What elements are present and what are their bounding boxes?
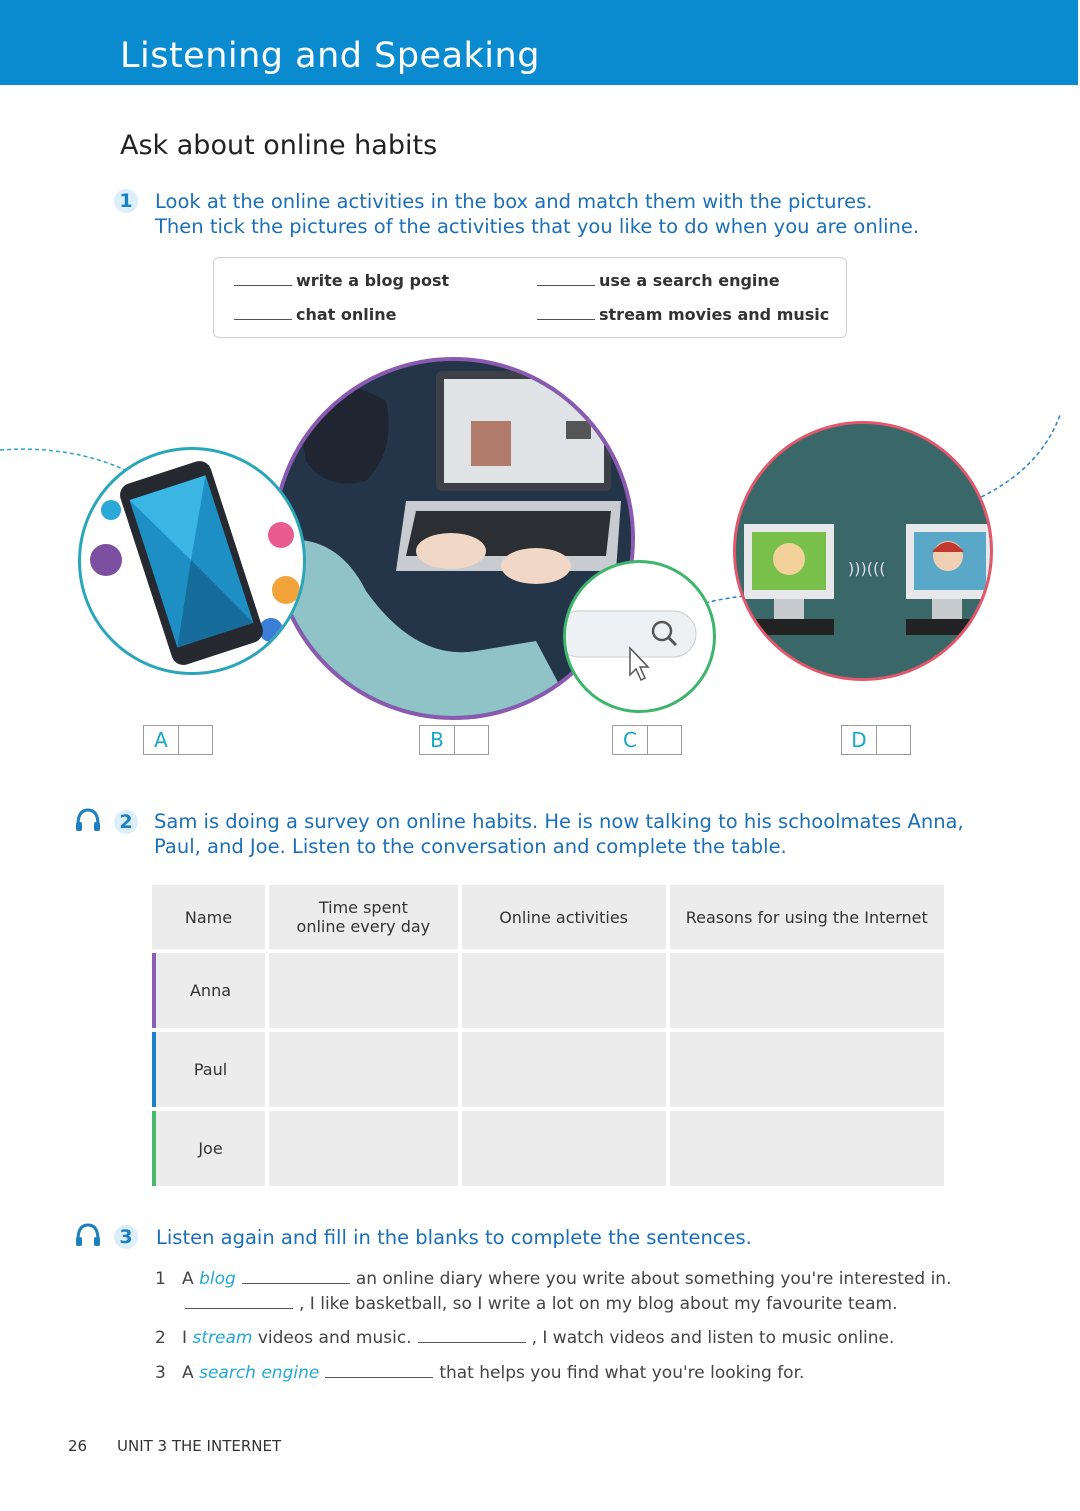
header-banner <box>0 0 1078 85</box>
exercise-3-instruction: Listen again and fill in the blanks to complete the sentences. <box>156 1226 752 1249</box>
sentence-1: 1 A blog an online diary where you write about something you're interested in. <box>155 1269 952 1289</box>
joe-reasons-cell[interactable] <box>670 1111 944 1186</box>
blank-field[interactable] <box>242 1283 350 1284</box>
word-box-item: chat online <box>234 305 396 324</box>
anna-activities-cell[interactable] <box>462 953 666 1028</box>
joe-activities-cell[interactable] <box>462 1111 666 1186</box>
page-number: 26 <box>68 1437 88 1455</box>
headphones-icon <box>74 807 102 833</box>
paul-time-cell[interactable] <box>269 1032 458 1107</box>
blank-field[interactable] <box>185 1308 293 1309</box>
blank-field[interactable] <box>325 1377 433 1378</box>
unit-label: UNIT 3 THE INTERNET <box>117 1437 282 1455</box>
header-online-activities: Online activities <box>462 885 666 949</box>
row-name-joe: Joe <box>152 1111 265 1186</box>
exercise-2-instruction-line2: Paul, and Joe. Listen to the conversation and complete the table. <box>154 835 787 858</box>
section-title: Ask about online habits <box>120 130 438 161</box>
sentence-3: 3 A search engine that helps you find what you're looking for. <box>155 1363 805 1383</box>
headphones-icon <box>74 1222 102 1248</box>
answer-box-d[interactable] <box>841 725 911 755</box>
page-title: Listening and Speaking <box>120 36 540 76</box>
row-name-anna: Anna <box>152 953 265 1028</box>
answer-box-a[interactable] <box>143 725 213 755</box>
table-row <box>152 953 944 1028</box>
label-a: A <box>144 726 179 754</box>
label-c: C <box>613 726 648 754</box>
label-b: B <box>420 726 455 754</box>
word-box-item: use a search engine <box>537 271 780 290</box>
survey-table <box>148 881 948 1190</box>
anna-reasons-cell[interactable] <box>670 953 944 1028</box>
blank-field[interactable] <box>418 1342 526 1343</box>
picture-c-search <box>563 560 716 713</box>
search-bar-illustration <box>566 563 713 710</box>
activity-word-box <box>213 257 847 338</box>
paul-reasons-cell[interactable] <box>670 1032 944 1107</box>
label-d: D <box>842 726 877 754</box>
anna-time-cell[interactable] <box>269 953 458 1028</box>
table-row <box>152 1111 944 1186</box>
smartphone-illustration <box>81 450 303 672</box>
exercise-2-number: 2 <box>114 810 138 834</box>
table-header-row <box>152 885 944 949</box>
svg-text:)))(((: )))((( <box>848 559 886 578</box>
word-box-item: stream movies and music <box>537 305 829 324</box>
sentence-2: 2 I stream videos and music. , I watch videos and listen to music online. <box>155 1328 895 1348</box>
video-chat-illustration <box>736 424 990 678</box>
answer-box-b[interactable] <box>419 725 489 755</box>
sentence-1-line2: , I like basketball, so I write a lot on my blog about my favourite team. <box>185 1294 897 1314</box>
exercise-1-instruction-line1: Look at the online activities in the box and match them with the pictures. <box>155 190 873 213</box>
header-name: Name <box>152 885 265 949</box>
exercise-1-instruction-line2: Then tick the pictures of the activities that you like to do when you are online. <box>155 215 920 238</box>
picture-d-video-chat <box>733 421 993 681</box>
picture-a-phone <box>78 447 306 675</box>
header-reasons: Reasons for using the Internet <box>670 885 944 949</box>
exercise-3-number: 3 <box>114 1225 138 1249</box>
answer-box-c[interactable] <box>612 725 682 755</box>
header-time-spent: Time spent online every day <box>269 885 458 949</box>
joe-time-cell[interactable] <box>269 1111 458 1186</box>
paul-activities-cell[interactable] <box>462 1032 666 1107</box>
exercise-1-number: 1 <box>114 189 138 213</box>
table-row <box>152 1032 944 1107</box>
row-name-paul: Paul <box>152 1032 265 1107</box>
exercise-2-instruction-line1: Sam is doing a survey on online habits. He is now talking to his schoolmates Anna, <box>154 810 964 833</box>
word-box-item: write a blog post <box>234 271 449 290</box>
